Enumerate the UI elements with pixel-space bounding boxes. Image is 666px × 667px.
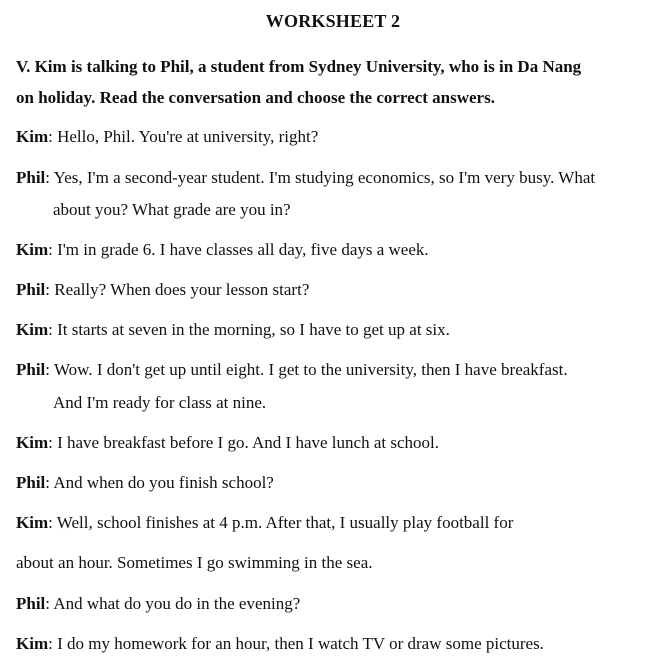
speaker-name: Phil — [16, 280, 46, 299]
dialogue-continuation: about you? What grade are you in? — [53, 200, 291, 219]
speaker-name: Phil — [16, 360, 46, 379]
dialogue-continuation: And I'm ready for class at nine. — [53, 393, 267, 412]
instruction-line-1: V. Kim is talking to Phil, a student from Sydney University, who is in Da Nang — [16, 57, 582, 76]
dialogue-line — [16, 358, 661, 382]
speaker-name: Kim — [16, 127, 49, 146]
dialogue-line — [16, 166, 661, 190]
dialogue-line — [16, 511, 661, 535]
speaker-name: Kim — [16, 240, 49, 259]
dialogue-line — [16, 238, 661, 262]
dialogue-text: : It starts at seven in the morning, so I have to get up at six. — [48, 320, 450, 339]
speaker-name: Phil — [16, 168, 46, 187]
dialogue-line — [16, 471, 661, 495]
speaker-name: Kim — [16, 433, 49, 452]
dialogue-line — [16, 125, 661, 149]
speaker-name: Kim — [16, 513, 49, 532]
dialogue-line — [16, 318, 661, 342]
dialogue-text: : Well, school finishes at 4 p.m. After that, I usually play football for — [48, 513, 514, 532]
instruction-line-2: on holiday. Read the conversation and choose the correct answers. — [16, 88, 495, 107]
dialogue-text: : I do my homework for an hour, then I watch TV or draw some pictures. — [48, 634, 544, 653]
dialogue-line — [16, 592, 661, 616]
dialogue-text: : Hello, Phil. You're at university, right? — [48, 127, 319, 146]
dialogue-line — [16, 632, 661, 656]
dialogue-line — [16, 278, 661, 302]
dialogue-text: : And when do you finish school? — [45, 473, 274, 492]
speaker-name: Kim — [16, 320, 49, 339]
speaker-name: Phil — [16, 594, 46, 613]
dialogue-line — [16, 431, 661, 455]
dialogue-text: : I have breakfast before I go. And I have lunch at school. — [48, 433, 439, 452]
dialogue-text: : Yes, I'm a second-year student. I'm studying economics, so I'm very busy. What — [45, 168, 596, 187]
worksheet-title: WORKSHEET 2 — [265, 11, 401, 31]
dialogue-text: : And what do you do in the evening? — [45, 594, 301, 613]
dialogue-text: : I'm in grade 6. I have classes all day, five days a week. — [48, 240, 429, 259]
dialogue-text: : Really? When does your lesson start? — [45, 280, 310, 299]
speaker-name: Phil — [16, 473, 46, 492]
dialogue-text: : Wow. I don't get up until eight. I get to the university, then I have breakfast. — [45, 360, 568, 379]
speaker-name: Kim — [16, 634, 49, 653]
dialogue-continuation: about an hour. Sometimes I go swimming in the sea. — [16, 553, 373, 572]
